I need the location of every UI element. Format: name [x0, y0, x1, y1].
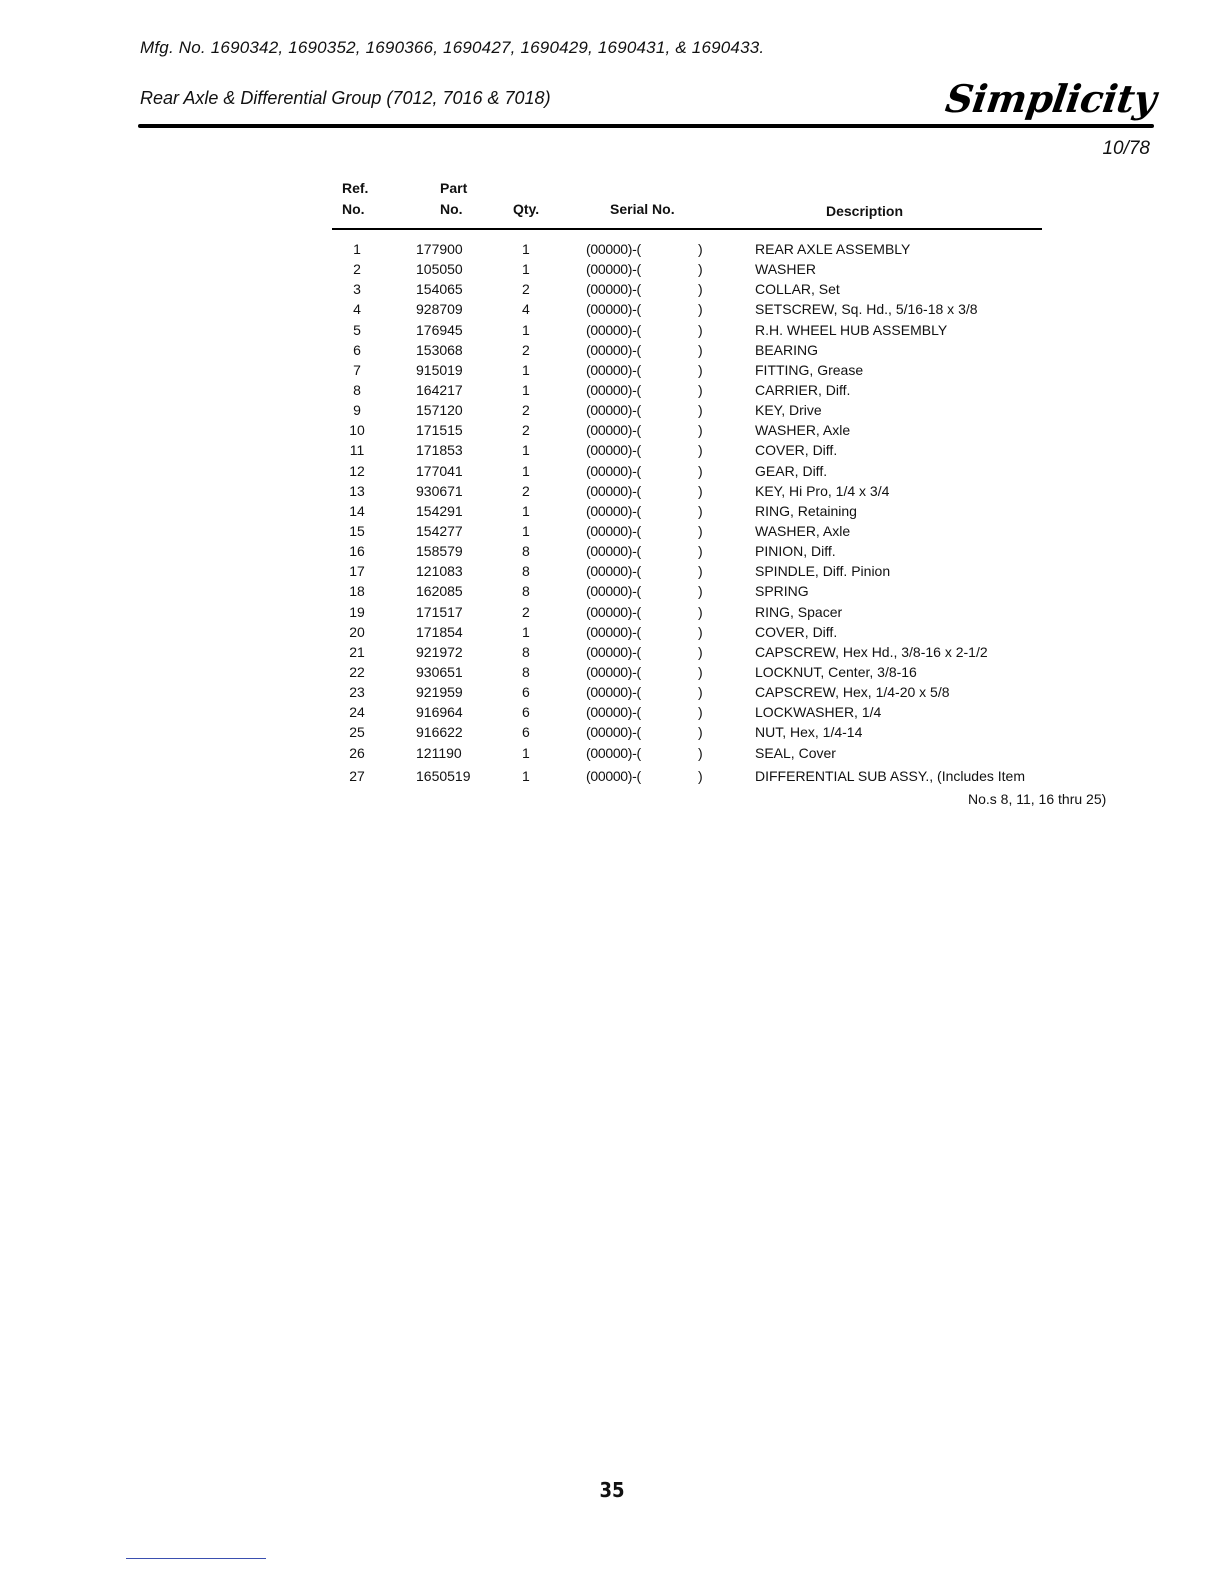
- cell-qty: 1: [522, 321, 530, 338]
- cell-qty: 1: [522, 744, 530, 761]
- cell-part: 176945: [416, 321, 463, 338]
- cell-desc: COVER, Diff.: [755, 623, 838, 640]
- table-row: [0, 521, 1224, 541]
- col-header-serial: Serial No.: [610, 201, 675, 217]
- cell-qty: 1: [522, 522, 530, 539]
- cell-desc: SPINDLE, Diff. Pinion: [755, 563, 891, 580]
- cell-part: 921959: [416, 684, 463, 701]
- table-row: [0, 561, 1224, 581]
- cell-close: ): [698, 361, 703, 378]
- table-row: [0, 239, 1224, 259]
- table-row: [0, 340, 1224, 360]
- cell-qty: 8: [522, 583, 530, 600]
- cell-close: ): [698, 402, 703, 419]
- cell-serial: (00000)-(: [586, 704, 641, 721]
- cell-desc: CARRIER, Diff.: [755, 381, 851, 398]
- table-row: [0, 360, 1224, 380]
- cell-serial: (00000)-(: [586, 502, 641, 519]
- cell-part: 171853: [416, 442, 463, 459]
- cell-serial: (00000)-(: [586, 462, 641, 479]
- cell-serial: (00000)-(: [586, 522, 641, 539]
- cell-serial: (00000)-(: [586, 767, 641, 784]
- cell-close: ): [698, 603, 703, 620]
- col-header-part-line1: Part: [440, 180, 468, 196]
- cell-part: 930671: [416, 482, 463, 499]
- cell-serial: (00000)-(: [586, 684, 641, 701]
- cell-qty: 4: [522, 301, 530, 318]
- cell-serial: (00000)-(: [586, 663, 641, 680]
- cell-ref: 20: [349, 623, 365, 640]
- cell-serial: (00000)-(: [586, 422, 641, 439]
- footer-rule: [126, 1558, 266, 1559]
- cell-desc: KEY, Hi Pro, 1/4 x 3/4: [755, 482, 890, 499]
- cell-ref: 18: [349, 583, 365, 600]
- cell-desc: SPRING: [755, 583, 809, 600]
- cell-close: ): [698, 422, 703, 439]
- cell-part: 930651: [416, 663, 463, 680]
- table-row: [0, 541, 1224, 561]
- table-row: [0, 766, 1224, 786]
- cell-serial: (00000)-(: [586, 643, 641, 660]
- cell-part: 177041: [416, 462, 463, 479]
- table-row: [0, 461, 1224, 481]
- brand-logo: Simplicity: [943, 76, 1160, 121]
- table-row: [0, 501, 1224, 521]
- cell-ref: 25: [349, 724, 365, 741]
- cell-ref: 8: [353, 381, 361, 398]
- cell-close: ): [698, 643, 703, 660]
- cell-close: ): [698, 744, 703, 761]
- cell-part: 121190: [416, 744, 462, 761]
- cell-part: 928709: [416, 301, 463, 318]
- cell-qty: 1: [522, 767, 530, 784]
- cell-close: ): [698, 502, 703, 519]
- table-row: [0, 581, 1224, 601]
- cell-desc: KEY, Drive: [755, 402, 822, 419]
- table-row: [0, 299, 1224, 319]
- table-row: [0, 320, 1224, 340]
- table-row: [0, 481, 1224, 501]
- cell-qty: 2: [522, 422, 530, 439]
- cell-serial: (00000)-(: [586, 603, 641, 620]
- cell-part: 177900: [416, 241, 463, 257]
- table-row: [0, 440, 1224, 460]
- cell-desc: RING, Retaining: [755, 502, 857, 519]
- cell-qty: 1: [522, 442, 530, 459]
- cell-qty: 6: [522, 704, 530, 721]
- cell-part: 158579: [416, 543, 463, 560]
- cell-close: ): [698, 482, 703, 499]
- cell-serial: (00000)-(: [586, 563, 641, 580]
- table-row: [0, 622, 1224, 642]
- cell-serial: (00000)-(: [586, 241, 641, 257]
- cell-close: ): [698, 543, 703, 560]
- cell-part: 162085: [416, 583, 463, 600]
- cell-qty: 2: [522, 281, 530, 298]
- cell-desc: R.H. WHEEL HUB ASSEMBLY: [755, 321, 948, 338]
- cell-ref: 12: [349, 462, 365, 479]
- cell-desc: FITTING, Grease: [755, 361, 864, 378]
- cell-serial: (00000)-(: [586, 321, 641, 338]
- table-row: [0, 642, 1224, 662]
- cell-desc: RING, Spacer: [755, 603, 843, 620]
- cell-qty: 6: [522, 724, 530, 741]
- cell-serial: (00000)-(: [586, 402, 641, 419]
- cell-qty: 6: [522, 684, 530, 701]
- cell-qty: 1: [522, 241, 530, 257]
- cell-close: ): [698, 261, 703, 278]
- cell-desc: REAR AXLE ASSEMBLY: [755, 241, 911, 257]
- cell-ref: 6: [353, 341, 361, 358]
- cell-desc: WASHER: [755, 261, 816, 278]
- cell-desc: CAPSCREW, Hex Hd., 3/8-16 x 2-1/2: [755, 643, 988, 660]
- header-rule: [138, 124, 1154, 128]
- cell-ref: 17: [349, 563, 365, 580]
- table-row: [0, 400, 1224, 420]
- table-row: [0, 722, 1224, 742]
- cell-part: 153068: [416, 341, 463, 358]
- cell-desc: LOCKNUT, Center, 3/8-16: [755, 663, 917, 680]
- cell-close: ): [698, 381, 703, 398]
- cell-ref: 13: [349, 482, 365, 499]
- cell-desc: CAPSCREW, Hex, 1/4-20 x 5/8: [755, 684, 950, 701]
- cell-ref: 11: [349, 442, 365, 459]
- cell-desc: NUT, Hex, 1/4-14: [755, 724, 863, 741]
- cell-desc: COLLAR, Set: [755, 281, 840, 298]
- cell-qty: 2: [522, 402, 530, 419]
- cell-ref: 9: [353, 402, 361, 419]
- cell-serial: (00000)-(: [586, 341, 641, 358]
- cell-qty: 8: [522, 563, 530, 580]
- row-27-description-continuation: No.s 8, 11, 16 thru 25): [968, 791, 1107, 807]
- cell-part: 164217: [416, 381, 463, 398]
- group-title: Rear Axle & Differential Group (7012, 7016 & 7018): [140, 88, 551, 108]
- cell-serial: (00000)-(: [586, 442, 641, 459]
- cell-part: 921972: [416, 643, 463, 660]
- cell-part: 1650519: [416, 767, 471, 784]
- cell-desc: LOCKWASHER, 1/4: [755, 704, 882, 721]
- cell-qty: 1: [522, 261, 530, 278]
- table-row: [0, 380, 1224, 400]
- cell-desc: PINION, Diff.: [755, 543, 836, 560]
- cell-ref: 27: [349, 767, 365, 784]
- cell-close: ): [698, 704, 703, 721]
- cell-ref: 10: [349, 422, 365, 439]
- cell-qty: 1: [522, 361, 530, 378]
- col-header-ref-line2: No.: [342, 201, 365, 217]
- cell-part: 916622: [416, 724, 463, 741]
- cell-desc: GEAR, Diff.: [755, 462, 828, 479]
- cell-ref: 24: [349, 704, 365, 721]
- cell-desc: COVER, Diff.: [755, 442, 838, 459]
- cell-close: ): [698, 241, 703, 257]
- cell-qty: 1: [522, 502, 530, 519]
- cell-close: ): [698, 281, 703, 298]
- cell-serial: (00000)-(: [586, 261, 641, 278]
- cell-close: ): [698, 563, 703, 580]
- cell-serial: (00000)-(: [586, 361, 641, 378]
- cell-part: 915019: [416, 361, 463, 378]
- cell-part: 154291: [416, 502, 463, 519]
- manufacturer-numbers: Mfg. No. 1690342, 1690352, 1690366, 1690427, 1690429, 1690431, & 1690433.: [140, 38, 765, 57]
- table-row: [0, 279, 1224, 299]
- cell-serial: (00000)-(: [586, 724, 641, 741]
- cell-ref: 16: [349, 543, 365, 560]
- cell-part: 171517: [416, 603, 463, 620]
- cell-close: ): [698, 522, 703, 539]
- cell-qty: 8: [522, 663, 530, 680]
- cell-qty: 8: [522, 543, 530, 560]
- cell-close: ): [698, 583, 703, 600]
- col-header-part: [440, 178, 467, 220]
- cell-serial: (00000)-(: [586, 623, 641, 640]
- col-header-ref: [342, 178, 368, 220]
- cell-close: ): [698, 462, 703, 479]
- cell-close: ): [698, 684, 703, 701]
- table-body: [0, 239, 1224, 786]
- cell-serial: (00000)-(: [586, 583, 641, 600]
- cell-desc: SEAL, Cover: [755, 744, 836, 761]
- cell-qty: 2: [522, 341, 530, 358]
- cell-qty: 8: [522, 643, 530, 660]
- cell-close: ): [698, 767, 703, 784]
- cell-qty: 1: [522, 623, 530, 640]
- cell-desc: DIFFERENTIAL SUB ASSY., (Includes Item: [755, 767, 1025, 784]
- cell-part: 171854: [416, 623, 463, 640]
- cell-serial: (00000)-(: [586, 543, 641, 560]
- cell-ref: 21: [349, 643, 365, 660]
- cell-qty: 2: [522, 603, 530, 620]
- cell-ref: 26: [349, 744, 365, 761]
- cell-ref: 22: [349, 663, 365, 680]
- cell-desc: WASHER, Axle: [755, 422, 851, 439]
- table-row: [0, 602, 1224, 622]
- page-number: 35: [599, 1478, 625, 1502]
- table-row: [0, 259, 1224, 279]
- cell-part: 171515: [416, 422, 463, 439]
- cell-ref: 5: [353, 321, 361, 338]
- table-row: [0, 743, 1224, 763]
- cell-part: 105050: [416, 261, 463, 278]
- cell-part: 157120: [416, 402, 463, 419]
- cell-desc: WASHER, Axle: [755, 522, 851, 539]
- cell-part: 154065: [416, 281, 463, 298]
- col-header-ref-line1: Ref.: [342, 180, 369, 196]
- cell-close: ): [698, 341, 703, 358]
- cell-close: ): [698, 663, 703, 680]
- cell-ref: 23: [349, 684, 365, 701]
- table-row: [0, 420, 1224, 440]
- cell-ref: 19: [349, 603, 365, 620]
- cell-part: 121083: [416, 563, 463, 580]
- cell-serial: (00000)-(: [586, 482, 641, 499]
- cell-close: ): [698, 301, 703, 318]
- table-row: [0, 702, 1224, 722]
- cell-close: ): [698, 442, 703, 459]
- cell-desc: SETSCREW, Sq. Hd., 5/16-18 x 3/8: [755, 301, 978, 318]
- cell-serial: (00000)-(: [586, 744, 641, 761]
- table-row: [0, 662, 1224, 682]
- cell-ref: 1: [353, 241, 361, 257]
- col-header-part-line2: No.: [440, 201, 463, 217]
- cell-qty: 1: [522, 381, 530, 398]
- revision-date: 10/78: [1102, 138, 1150, 159]
- col-header-qty: Qty.: [513, 201, 540, 217]
- table-header-rule: [332, 228, 1042, 230]
- cell-serial: (00000)-(: [586, 301, 641, 318]
- cell-ref: 4: [353, 301, 361, 318]
- cell-part: 916964: [416, 704, 463, 721]
- cell-part: 154277: [416, 522, 463, 539]
- cell-ref: 7: [353, 361, 361, 378]
- cell-desc: BEARING: [755, 341, 819, 358]
- cell-qty: 1: [522, 462, 530, 479]
- cell-close: ): [698, 623, 703, 640]
- cell-ref: 2: [353, 261, 361, 278]
- cell-close: ): [698, 724, 703, 741]
- cell-ref: 3: [353, 281, 361, 298]
- cell-ref: 14: [349, 502, 365, 519]
- cell-qty: 2: [522, 482, 530, 499]
- table-row: [0, 682, 1224, 702]
- cell-serial: (00000)-(: [586, 381, 641, 398]
- cell-close: ): [698, 321, 703, 338]
- col-header-description: Description: [826, 203, 904, 219]
- cell-serial: (00000)-(: [586, 281, 641, 298]
- cell-ref: 15: [349, 522, 365, 539]
